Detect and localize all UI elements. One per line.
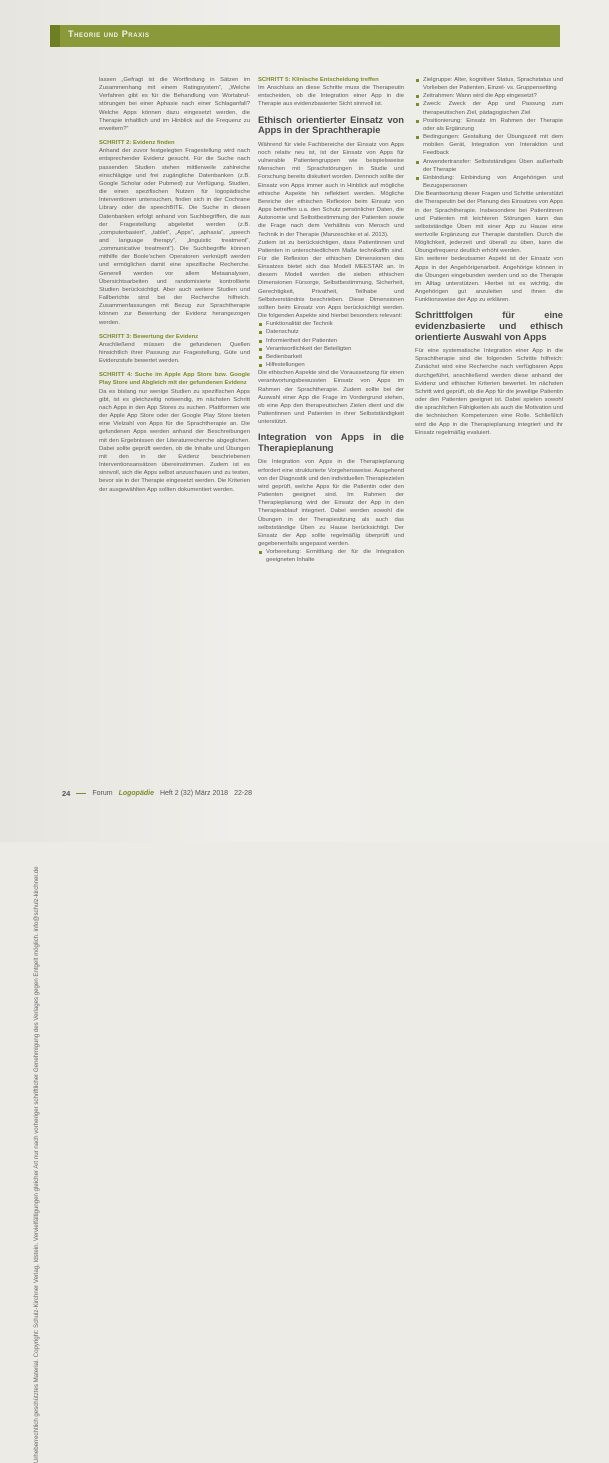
list-item: Datenschutz [258, 328, 404, 336]
section-heading-ethics: Ethisch orientierter Einsatz von Apps in der Sprachtherapie [258, 113, 404, 136]
step5-paragraph: Im Anschluss an diese Schritte muss die Therapeutin entscheiden, ob die Integration einer App in die Therapie aus evidenzbasierter Sicht sinnvoll ist. [258, 85, 404, 108]
journal-brand: Logopädie [118, 790, 154, 797]
step2-heading: SCHRITT 2: Evidenz finden [99, 140, 175, 147]
list-item: Einbindung: Einbindung von Angehörigen und Bezugspersonen [415, 174, 563, 190]
list-item: Zielgruppe: Alter, kognitiver Status, Sprachstatus und Vorlieben der Patienten, Einzel- vs. Gruppensetting [415, 76, 563, 92]
list-item: Verantwortlichkeit der Beteiligten [258, 345, 404, 353]
section-heading-integration: Integration von Apps in die Therapieplanung [258, 431, 404, 453]
page-number: 24 [62, 789, 71, 798]
ethics-paragraph-3: Die ethischen Aspekte sind die Voraussetzung für einen verantwortungsbewussten Einsatz von Apps im Rahmen der Sprachtherapie. Zudem sollte bei der Auswahl einer App die Frage im Vordergrund stehen, ob eine App den therapeutischen Zielen dient und die Patientinnen und Patienten in ihrer Selbstständigkeit unterstützt. [258, 370, 404, 426]
step5-heading: SCHRITT 5: Klinische Entscheidung treffen [258, 77, 379, 83]
step2-paragraph: Anhand der zuvor festgelegten Fragestellung wird nach entsprechender Evidenz gesucht. Für die Suche nach passenden Studien stehen mittlerweile zahlreiche einschlägige und frei zugängliche Datenbanken (z.B. Google Scholar oder Pubmed) zur Verfügung. Studien, die einen spezifischen Nutzen für logopädische Interventionen untersuchen, finden sich in der Cochrane Library oder die speechBITE. Die Suche in diesen Datenbanken erfolgt anhand von Suchbegriffen, die aus der Fragestellung abgeleitet werden (z.B. „computerbasiert“, „tablet“, „Apps“, „aphasia“, „speech and language therapy“, „linguistic treatment“, „communicative treatment“). Die Suchbegriffe können mithilfe der Boole’schen Operatoren verknüpft werden und ermöglichen damit eine spezifische Recherche. Generell werden vor allem Metaanalysen, Übersichtsarbeiten und randomisierte kontrollierte Studien berücksichtigt. Aber auch weitere Studien und Fallberichte sind bei der Recherche hilfreich. Zusammenfassungen mit Bezug zur Sprachtherapie können zur Bewertung der Evidenz herangezogen werden. [99, 148, 250, 326]
steps-paragraph: Für eine systematische Integration einer App in die Sprachtherapie sind die folgenden Schritte hilfreich: Zunächst wird eine Recherche nach verfügbaren Apps durchgeführt, anschließend werden diese anhand der Evidenz und ethischer Kriterien bewertet. Im nächsten Schritt wird geprüft, ob die App für die jeweilige Patientin oder den Patienten geeignet ist. Dabei spielen sowohl die sprachlichen Fähigkeiten als auch die Motivation und die technischen Kompetenzen eine Rolle. Schließlich wird die App in die Therapieplanung integriert und ihr Einsatz regelmäßig evaluiert. [415, 348, 563, 436]
list-item: Zweck: Zweck der App und Passung zum therapeutischen Ziel, pädagogischen Ziel [415, 100, 563, 116]
list-item: Bedienbarkeit [258, 353, 404, 361]
issue-info: Heft 2 (32) März 2018 [159, 790, 229, 797]
list-item: Anwendertransfer: Selbstständiges Üben außerhalb der Therapie [415, 158, 563, 174]
planning-paragraph-2: Ein weiterer bedeutsamer Aspekt ist der Einsatz von Apps in der Angehörigenarbeit. Angehörige können in die Übungen eingebunden werden und so die Therapie im Alltag unterstützen. Hierbei ist es wichtig, die Angehörigen gut anzuleiten und ihnen die Funktionsweise der App zu erklären. [415, 256, 563, 304]
journal-name: Forum [92, 790, 113, 797]
step4-paragraph: Da es bislang nur wenige Studien zu spezifischen Apps gibt, ist es gleichzeitig notwendig, im nächsten Schritt nach Apps in den App Stores zu suchen. Plattformen wie der Apple App Store oder der Google Play Store bieten eine Vielzahl von Apps für die Sprachtherapie an. Die gefundenen Apps werden anhand der Beschreibungen mit den Ergebnissen der Literaturrecherche abgeglichen. Dabei sollte geprüft werden, ob die Inhalte und Übungen mit den in der Evidenz beschriebenen Interventionsansätzen übereinstimmen. Zudem ist es sinnvoll, sich die Apps selbst anzuschauen und zu testen, bevor sie in der Therapie eingesetzt werden. Die Kriterien der ausgewählten App sollten dokumentiert werden. [99, 388, 250, 493]
list-item: Zeitrahmen: Wann wird die App eingesetzt? [415, 92, 563, 100]
page-footer [62, 789, 252, 798]
step4-heading: SCHRITT 4: Suche im Apple App Store bzw. Google Play Store und Abgleich mit der gefundenen Evidenz [99, 372, 250, 387]
intro-paragraph: lassen „Gefragt ist die Wortfindung in Sätzen im Zusammenhang mit einem Ratingsystem“, „Welche Verfahren gibt es für die Behandlung von Wortabrufstörungen bei einer Aphasie nach einer Schlaganfall? Welche Apps können dazu eingesetzt werden, die Therapie inhaltlich und im Hinblick auf die Frequenz zu erweitern?“ [99, 77, 250, 132]
page-range: 22-28 [234, 790, 252, 797]
step3-paragraph: Anschließend müssen die gefundenen Quellen hinsichtlich ihrer Passung zur Fragestellung, Güte und Evidenzstufe bewertet werden. [99, 341, 250, 365]
step3-heading: SCHRITT 3: Bewertung der Evidenz [99, 333, 199, 340]
copyright-text: Urheberrechtlich geschütztes Material. Copyright: Schulz-Kirchner Verlag, Idstein. Vervielfältigungen gleicher Art nur nach vorheriger schriftlicher Genehmigung des Verlages gegen Entgelt möglich. info@schulz-kirchner.de [33, 866, 40, 1463]
copyright-sidebar [33, 70, 45, 1463]
header-accent [50, 25, 60, 47]
integration-bullet-list [258, 548, 404, 564]
section-heading-steps: Schrittfolgen für eine evidenzbasierte und ethisch orientierte Auswahl von Apps [415, 309, 563, 342]
integration-paragraph: Die Integration von Apps in die Therapieplanung erfordert eine strukturierte Vorgehensweise. Ausgehend von der Diagnostik und den individuellen Therapiezielen wird geprüft, welche Apps für die Patientin oder den Patienten geeignet sind. Im Rahmen der Therapieplanung wird der Einsatz der App in den Therapieablauf integriert. Dabei werden sowohl die Übungen in der Therapiesitzung als auch das selbstständige Üben zu Hause berücksichtigt. Der Einsatz der App sollte regelmäßig überprüft und gegebenenfalls angepasst werden. [258, 459, 404, 548]
ethics-paragraph-1: Während für viele Fachbereiche der Einsatz von Apps noch relativ neu ist, ist der Einsatz von Apps für vulnerable Patientengruppen wie beispielsweise Menschen mit Sprachstörungen in Studie und Forschung bereits diskutiert worden. Dennoch sollte der Einsatz von Apps immer auch in Hinblick auf mögliche ethische Aspekte hin reflektiert werden. Mögliche Bereiche der ethischen Reflexion beim Einsatz von Apps betreffen u.a. den Schutz persönlicher Daten, die Autonomie und Selbstbestimmung der Patienten sowie die Frage nach dem Verhältnis von Mensch und Technik in der Therapie (Manzeschke et al. 2013). [258, 141, 404, 238]
list-item: Funktionalität der Technik [258, 320, 404, 328]
section-title: Theorie und Praxis [68, 29, 150, 39]
list-item: Hilfestellungen [258, 361, 404, 369]
ethics-paragraph-2: Zudem ist zu berücksichtigen, dass Patientinnen und Patienten in unterschiedlichem Maße technikaffin sind. Für die Reflexion der ethischen Dimensionen des Einsatzes bietet sich das Modell MEESTAR an. In diesem Modell werden die sieben ethischen Dimensionen Fürsorge, Selbstbestimmung, Sicherheit, Gerechtigkeit, Privatheit, Teilhabe und Selbstverständnis beschrieben. Diese Dimensionen sollten beim Einsatz von Apps berücksichtigt werden. Die folgenden Aspekte sind hierbei besonders relevant: [258, 239, 404, 320]
column-3 [415, 76, 563, 437]
list-item: Bedingungen: Gestaltung der Übungszeit mit dem mobilen Gerät, Integration von Interaktion und Feedback [415, 133, 563, 157]
planning-bullet-list [415, 76, 563, 190]
list-item: Positionierung: Einsatz im Rahmen der Therapie oder als Ergänzung [415, 117, 563, 133]
list-item: Informiertheit der Patienten [258, 337, 404, 345]
ethics-bullet-list [258, 320, 404, 369]
column-2 [258, 76, 404, 565]
column-1 [99, 76, 250, 494]
list-item: Vorbereitung: Ermittlung der für die Integration geeigneten Inhalte [258, 548, 404, 564]
footer-divider [76, 793, 86, 794]
planning-paragraph-1: Die Beantwortung dieser Fragen und Schritte unterstützt die Therapeutin bei der Planung des Einsatzes von Apps in der Sprachtherapie. Insbesondere bei Patientinnen und Patienten mit leichteren Störungen kann das selbstständige Üben mit einer App zu Hause eine wertvolle Ergänzung zur Therapie darstellen. Durch die Möglichkeit, jederzeit und überall zu üben, kann die Übungsfrequenz deutlich erhöht werden. [415, 191, 563, 255]
